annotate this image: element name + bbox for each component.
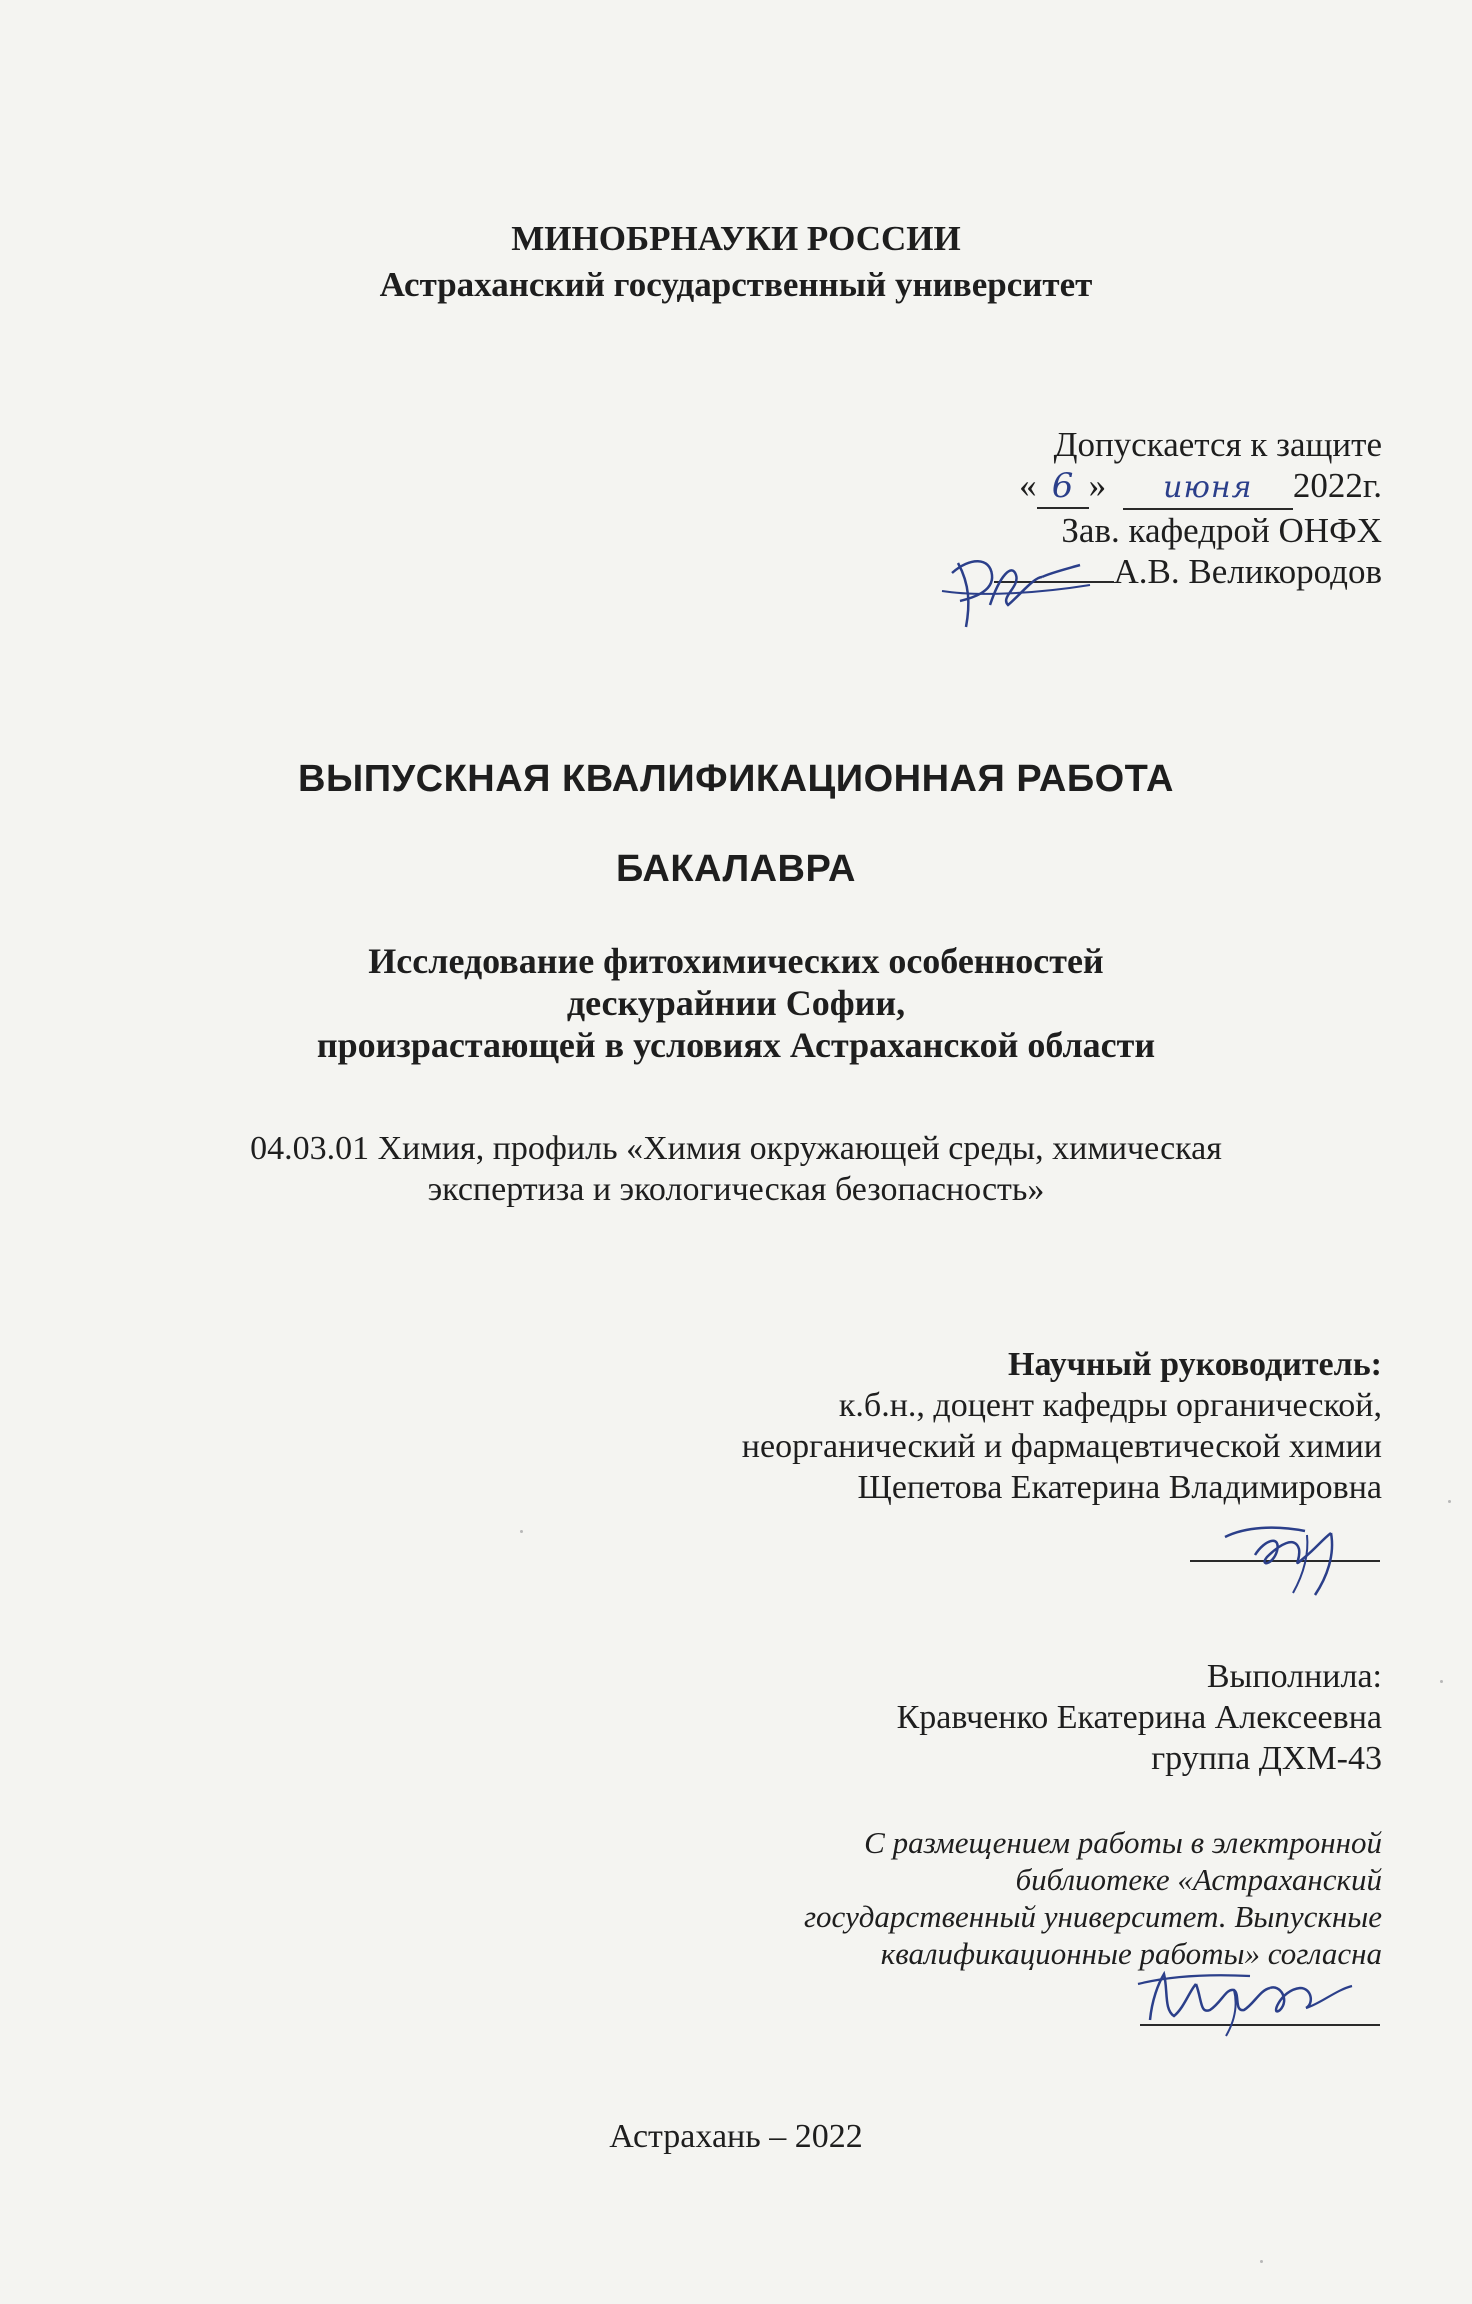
ministry-name: МИНОБРНАУКИ РОССИИ (511, 219, 961, 258)
topic-title (0, 940, 1472, 1066)
scan-speck (520, 1530, 523, 1533)
topic-line-1: Исследование фитохимических особенностей (368, 941, 1104, 981)
author-signature (1130, 1960, 1370, 2040)
date-month: июня (1123, 465, 1293, 510)
thesis-degree-title: БАКАЛАВРА (616, 848, 856, 890)
specialty-line-1: 04.03.01 Химия, профиль «Химия окружающей среды, химическая (250, 1130, 1222, 1167)
supervisor-label: Научный руководитель: (1008, 1346, 1382, 1383)
date-close-quote: » (1088, 466, 1107, 505)
supervisor-signature (1215, 1505, 1365, 1605)
supervisor-name: Щепетова Екатерина Владимировна (857, 1469, 1382, 1506)
topic-line-2: дескурайнии Софии, (566, 983, 906, 1023)
date-day: 6 (1037, 465, 1089, 509)
topic-line-3: произрастающей в условиях Астраханской области (316, 1025, 1156, 1065)
scan-speck (1260, 2260, 1263, 2263)
head-name: А.В. Великородов (1113, 552, 1382, 591)
thesis-type-title: ВЫПУСКНАЯ КВАЛИФИКАЦИОННАЯ РАБОТА (298, 758, 1174, 800)
consent-line-2: библиотеке «Астраханский (1015, 1862, 1382, 1897)
scan-speck (1440, 1680, 1443, 1683)
scan-speck (1448, 1500, 1451, 1503)
city-year: Астрахань – 2022 (609, 2118, 863, 2155)
date-year: 2022г. (1292, 466, 1382, 505)
author-group: группа ДХМ-43 (1151, 1740, 1382, 1777)
author-label: Выполнила: (1206, 1658, 1382, 1695)
supervisor-block (742, 1344, 1382, 1508)
consent-line-1: С размещением работы в электронной (864, 1825, 1382, 1860)
approval-line: Допускается к защите (1053, 425, 1382, 464)
consent-line-4: квалификационные работы» согласна (880, 1936, 1382, 1971)
supervisor-position-1: к.б.н., доцент кафедры органической, (838, 1387, 1382, 1424)
head-signature (930, 535, 1110, 635)
date-open-quote: « (1019, 466, 1037, 505)
consent-line-3: государственный университет. Выпускные (803, 1899, 1382, 1934)
author-block (897, 1656, 1382, 1779)
university-name: Астраханский государственный университет (379, 265, 1093, 304)
specialty (0, 1128, 1472, 1210)
author-name: Кравченко Екатерина Алексеевна (896, 1699, 1382, 1736)
head-position: Зав. кафедрой ОНФХ (1061, 511, 1382, 550)
consent-block (804, 1824, 1382, 1972)
specialty-line-2: экспертиза и экологическая безопасность» (427, 1171, 1045, 1208)
supervisor-position-2: неорганический и фармацевтической химии (741, 1428, 1382, 1465)
approval-date (994, 465, 1383, 510)
